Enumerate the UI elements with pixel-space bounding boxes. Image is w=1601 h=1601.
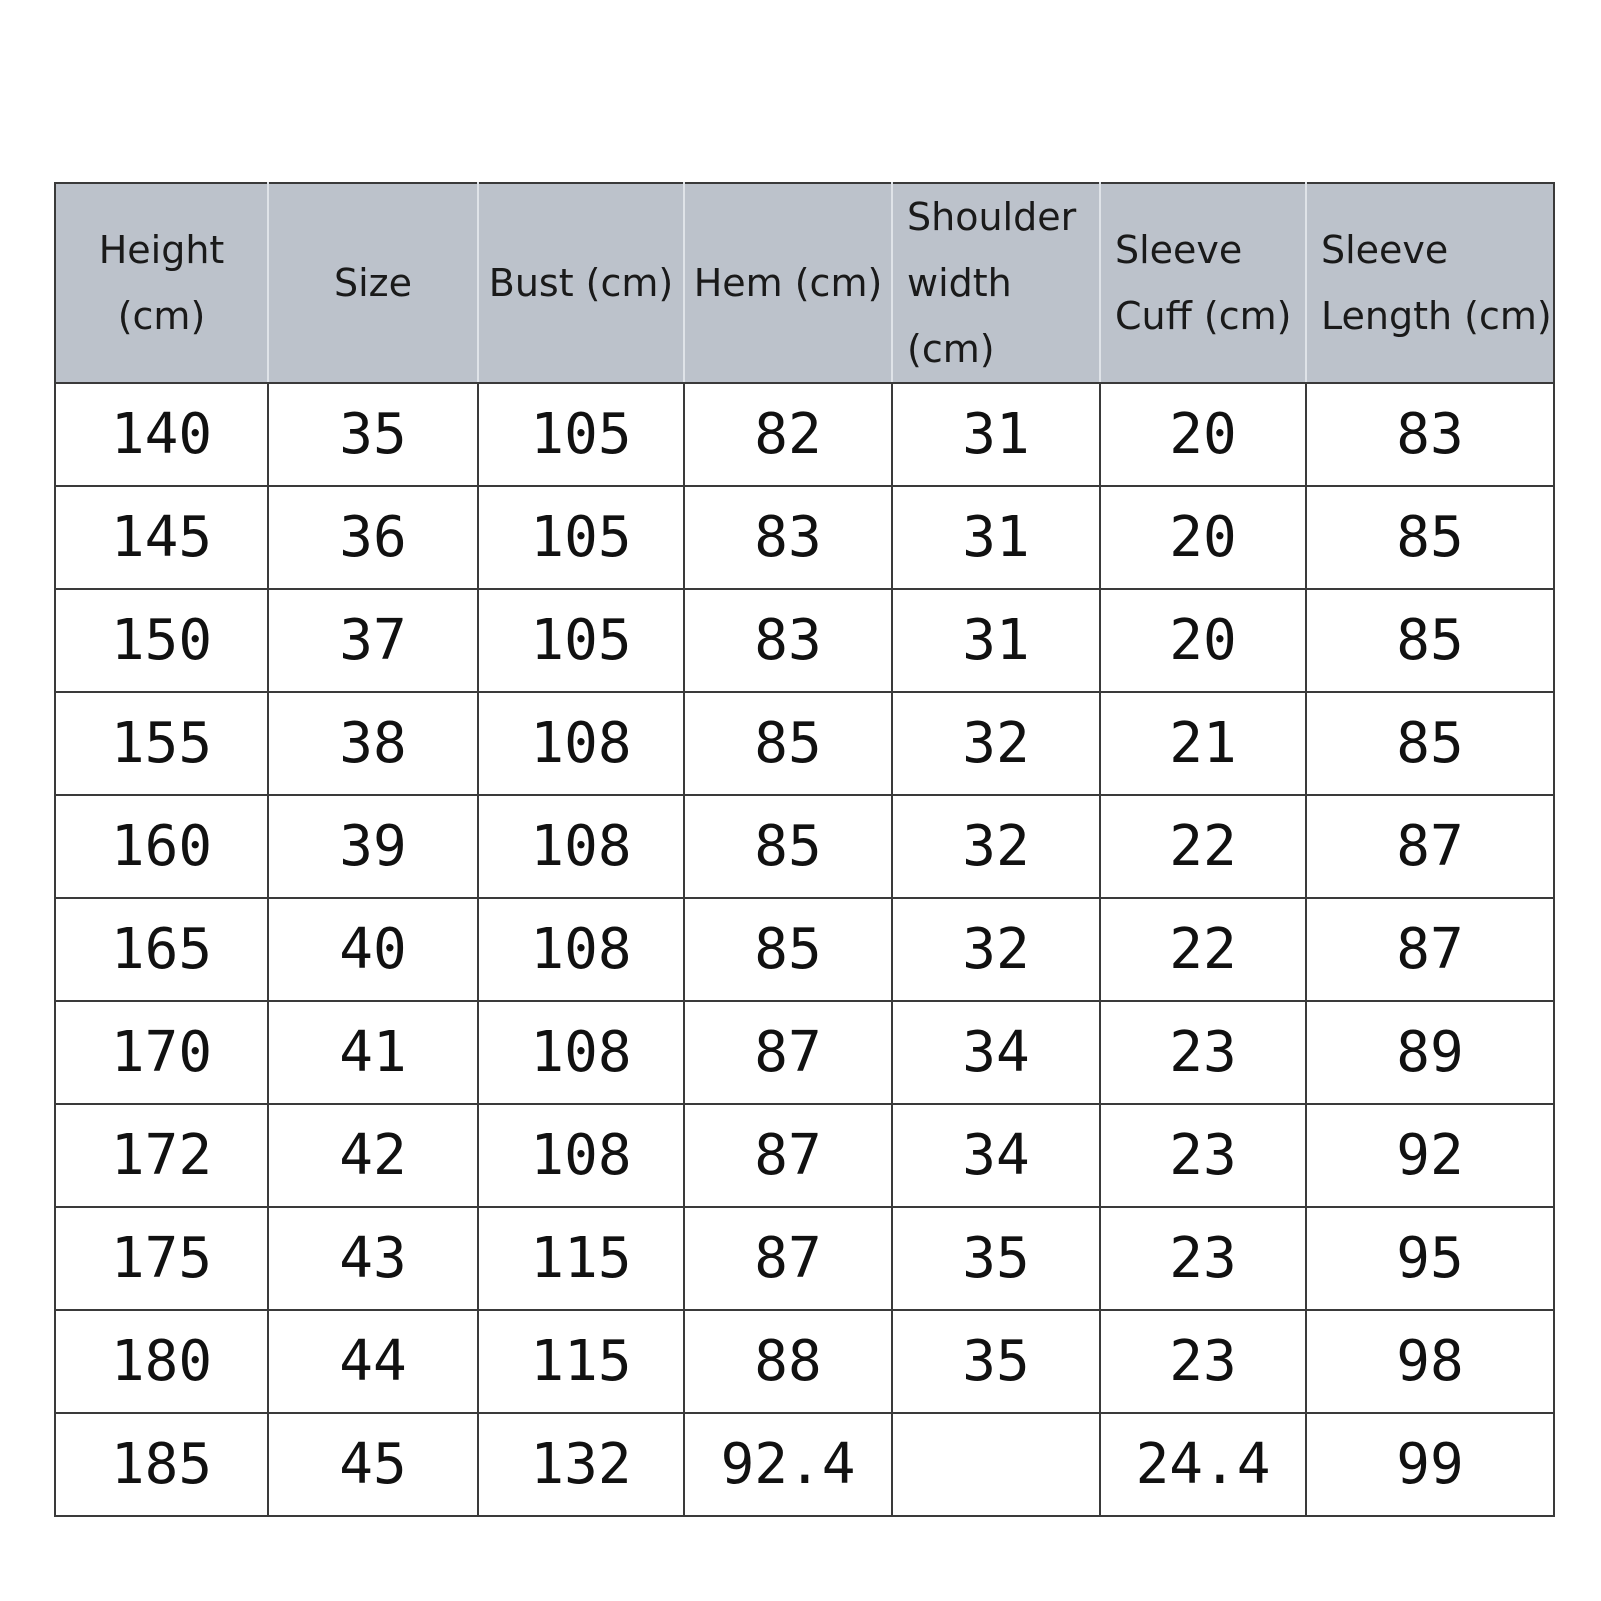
cell-sleeve-length: 87 [1306,898,1554,1001]
header-size: Size [268,183,478,383]
cell-bust: 108 [478,692,684,795]
cell-hem: 87 [684,1207,892,1310]
cell-size: 37 [268,589,478,692]
cell-sleeve-length: 95 [1306,1207,1554,1310]
header-bust: Bust (cm) [478,183,684,383]
cell-sleeve-length: 92 [1306,1104,1554,1207]
cell-size: 36 [268,486,478,589]
header-height: Height (cm) [55,183,268,383]
cell-size: 40 [268,898,478,1001]
cell-size: 35 [268,383,478,486]
cell-height: 175 [55,1207,268,1310]
cell-sleeve-length: 98 [1306,1310,1554,1413]
cell-sleeve-length: 89 [1306,1001,1554,1104]
cell-hem: 88 [684,1310,892,1413]
cell-height: 185 [55,1413,268,1516]
cell-size: 43 [268,1207,478,1310]
table-row [55,1413,1554,1516]
cell-shoulder-width: 35 [892,1310,1100,1413]
cell-bust: 108 [478,795,684,898]
cell-height: 160 [55,795,268,898]
cell-height: 140 [55,383,268,486]
cell-sleeve-cuff: 23 [1100,1310,1306,1413]
table-row [55,898,1554,1001]
header-hem: Hem (cm) [684,183,892,383]
cell-hem: 92.4 [684,1413,892,1516]
cell-shoulder-width [892,1413,1100,1516]
cell-sleeve-cuff: 20 [1100,589,1306,692]
cell-hem: 82 [684,383,892,486]
table-row [55,383,1554,486]
cell-sleeve-length: 87 [1306,795,1554,898]
cell-sleeve-cuff: 23 [1100,1104,1306,1207]
cell-hem: 83 [684,589,892,692]
cell-bust: 115 [478,1207,684,1310]
cell-height: 150 [55,589,268,692]
table-row [55,1310,1554,1413]
cell-hem: 87 [684,1001,892,1104]
cell-bust: 105 [478,589,684,692]
cell-sleeve-cuff: 22 [1100,795,1306,898]
cell-size: 38 [268,692,478,795]
cell-bust: 105 [478,486,684,589]
cell-sleeve-cuff: 22 [1100,898,1306,1001]
cell-shoulder-width: 34 [892,1104,1100,1207]
cell-sleeve-length: 85 [1306,692,1554,795]
table-row [55,589,1554,692]
cell-bust: 132 [478,1413,684,1516]
cell-shoulder-width: 31 [892,383,1100,486]
cell-sleeve-cuff: 24.4 [1100,1413,1306,1516]
cell-hem: 85 [684,898,892,1001]
table-row [55,795,1554,898]
table-row [55,692,1554,795]
cell-sleeve-cuff: 21 [1100,692,1306,795]
table-body [55,383,1554,1516]
cell-sleeve-cuff: 20 [1100,383,1306,486]
header-sleeve-cuff: Sleeve Cuff (cm) [1100,183,1306,383]
cell-hem: 87 [684,1104,892,1207]
cell-shoulder-width: 34 [892,1001,1100,1104]
table-row [55,1104,1554,1207]
table-row [55,486,1554,589]
cell-size: 39 [268,795,478,898]
header-shoulder-width: Shoulder width (cm) [892,183,1100,383]
cell-height: 155 [55,692,268,795]
cell-shoulder-width: 35 [892,1207,1100,1310]
cell-shoulder-width: 32 [892,898,1100,1001]
cell-hem: 85 [684,692,892,795]
header-sleeve-length: Sleeve Length (cm) [1306,183,1554,383]
size-chart-table [54,182,1555,1517]
cell-shoulder-width: 31 [892,486,1100,589]
cell-bust: 108 [478,898,684,1001]
cell-height: 172 [55,1104,268,1207]
cell-shoulder-width: 32 [892,692,1100,795]
cell-size: 44 [268,1310,478,1413]
cell-height: 145 [55,486,268,589]
cell-bust: 105 [478,383,684,486]
cell-hem: 83 [684,486,892,589]
cell-bust: 108 [478,1104,684,1207]
cell-size: 45 [268,1413,478,1516]
cell-hem: 85 [684,795,892,898]
cell-bust: 115 [478,1310,684,1413]
table-row [55,1001,1554,1104]
cell-height: 180 [55,1310,268,1413]
cell-sleeve-cuff: 23 [1100,1001,1306,1104]
cell-size: 42 [268,1104,478,1207]
cell-size: 41 [268,1001,478,1104]
cell-sleeve-length: 83 [1306,383,1554,486]
cell-sleeve-cuff: 20 [1100,486,1306,589]
cell-sleeve-length: 99 [1306,1413,1554,1516]
table-row [55,1207,1554,1310]
cell-bust: 108 [478,1001,684,1104]
cell-shoulder-width: 32 [892,795,1100,898]
cell-sleeve-cuff: 23 [1100,1207,1306,1310]
cell-height: 165 [55,898,268,1001]
cell-sleeve-length: 85 [1306,589,1554,692]
header-row [55,183,1554,383]
cell-height: 170 [55,1001,268,1104]
cell-shoulder-width: 31 [892,589,1100,692]
cell-sleeve-length: 85 [1306,486,1554,589]
